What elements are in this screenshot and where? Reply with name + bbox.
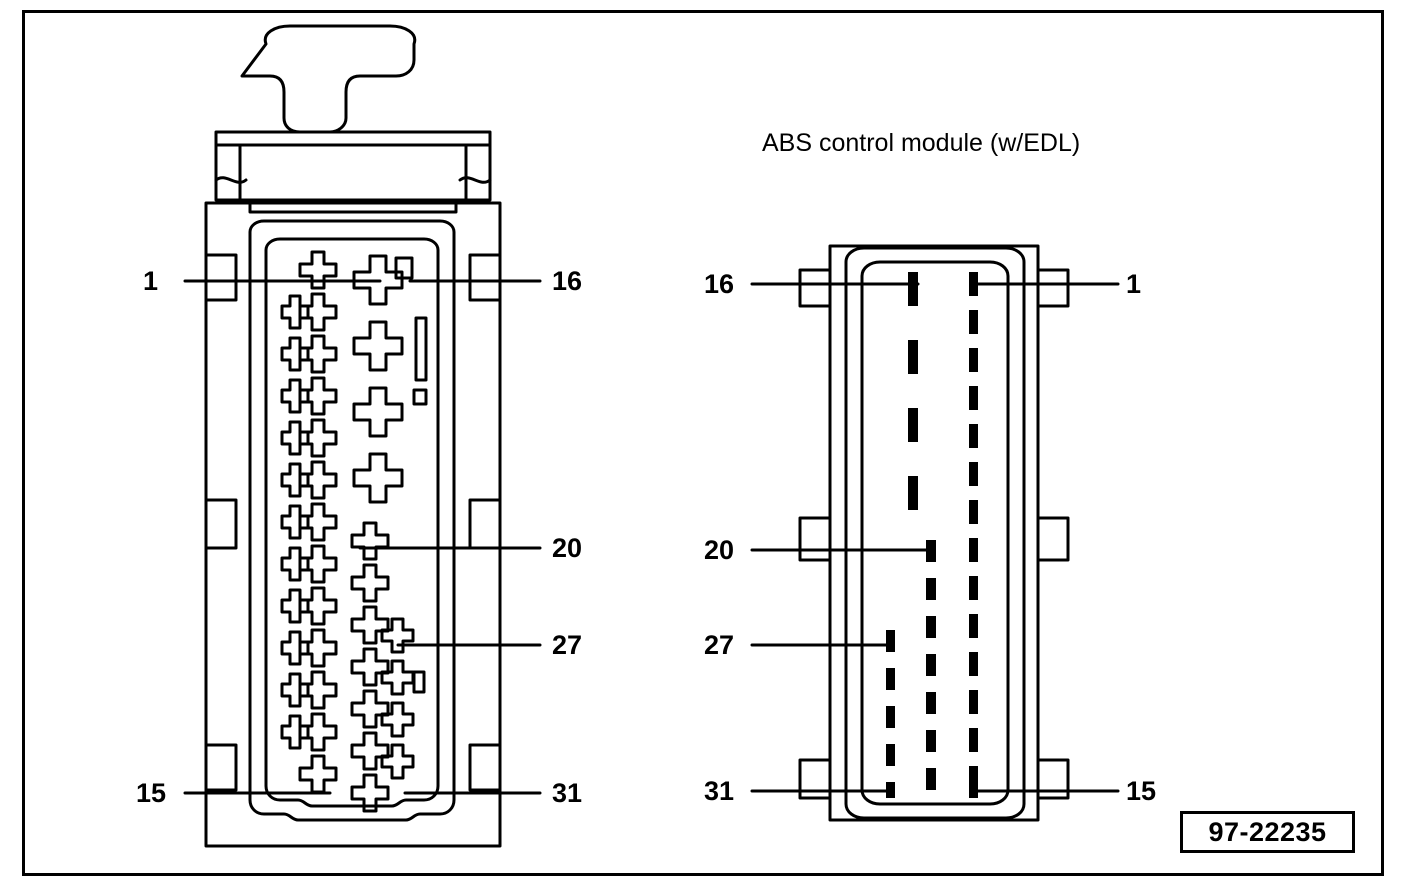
left-pin-label-20: 20	[552, 533, 583, 563]
left-connector-pins	[282, 252, 413, 811]
right-pin-label-15: 15	[1126, 776, 1157, 806]
left-pin-label-1: 1	[143, 266, 159, 296]
left-pin-label-27: 27	[552, 630, 583, 660]
right-connector-slots	[886, 272, 978, 798]
figure-caption: ABS control module (w/EDL)	[762, 129, 1081, 157]
right-pin-label-31: 31	[704, 776, 735, 806]
left-connector-top-bar	[216, 132, 490, 212]
left-pin-label-16: 16	[552, 266, 583, 296]
right-pin-label-27: 27	[704, 630, 735, 660]
right-pin-label-20: 20	[704, 535, 735, 565]
left-pin-label-31: 31	[552, 778, 583, 808]
figure-number: 97-22235	[1208, 816, 1327, 847]
right-connector-leader-lines	[752, 284, 1118, 791]
left-pin-label-15: 15	[136, 778, 167, 808]
figure-number-box	[1180, 811, 1355, 853]
left-connector-latch	[242, 26, 415, 132]
right-pin-label-16: 16	[704, 269, 735, 299]
right-pin-label-1: 1	[1126, 269, 1142, 299]
